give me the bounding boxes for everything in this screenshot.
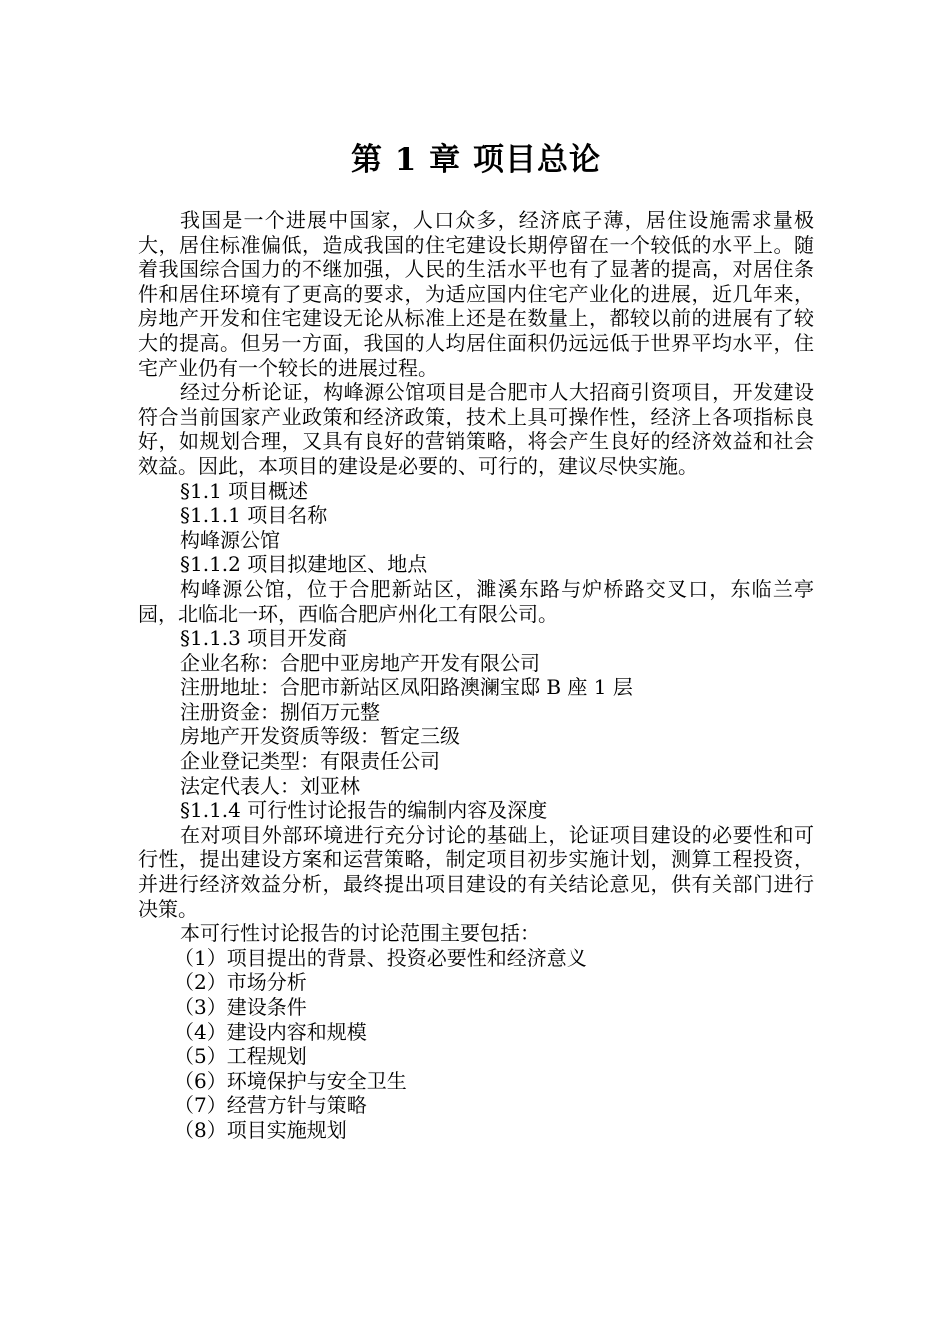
scope-paragraph: 在对项目外部环境进行充分讨论的基础上，论证项目建设的必要性和可行性，提出建设方案和运营策略，制定项目初步实施计划，测算工程投资，并进行经济效益分析，最终提出项目建设的有关结论意见，供有关部门进行决策。: [138, 822, 814, 921]
location-paragraph: 构峰源公馆，位于合肥新站区，濉溪东路与炉桥路交叉口，东临兰亭园，北临北一环，西临合肥庐州化工有限公司。: [138, 576, 814, 626]
document-page: [138, 138, 814, 1143]
section-heading-1-1-2: §1.1.2 项目拟建地区、地点: [180, 552, 428, 577]
list-item: （6）环境保护与安全卫生: [174, 1068, 407, 1093]
developer-representative: 法定代表人：刘亚林: [180, 773, 360, 798]
list-item: （1）项目提出的背景、投资必要性和经济意义: [174, 945, 587, 970]
range-intro: 本可行性讨论报告的讨论范围主要包括：: [180, 921, 540, 946]
list-item: （7）经营方针与策略: [174, 1093, 367, 1118]
chapter-title: 第 1 章 项目总论: [351, 142, 601, 178]
range-list: [138, 946, 814, 1143]
developer-company: 企业名称：合肥中亚房地产开发有限公司: [180, 650, 540, 675]
section-heading-1-1-4: §1.1.4 可行性讨论报告的编制内容及深度: [180, 798, 548, 823]
section-heading-1-1-1: §1.1.1 项目名称: [180, 503, 328, 528]
developer-address: 注册地址：合肥市新站区凤阳路澳澜宝邸 B 座 1 层: [180, 675, 633, 700]
developer-qualification: 房地产开发资质等级：暂定三级: [180, 724, 460, 749]
section-heading-1-1-3: §1.1.3 项目开发商: [180, 626, 348, 651]
list-item: （4）建设内容和规模: [174, 1019, 367, 1044]
list-item: （5）工程规划: [174, 1044, 307, 1069]
intro-paragraph-2: 经过分析论证，构峰源公馆项目是合肥市人大招商引资项目，开发建设符合当前国家产业政策和经济政策，技术上具可操作性，经济上各项指标良好，如规划合理，又具有良好的营销策略，将会产生良好的经济效益和社会效益。因此，本项目的建设是必要的、可行的，建议尽快实施。: [138, 380, 814, 478]
list-item: （8）项目实施规划: [174, 1117, 347, 1142]
developer-capital: 注册资金：捌佰万元整: [180, 699, 380, 724]
section-heading-1-1: §1.1 项目概述: [180, 478, 309, 503]
developer-type: 企业登记类型：有限责任公司: [180, 749, 440, 774]
project-name: 构峰源公馆: [180, 527, 280, 552]
list-item: （2）市场分析: [174, 970, 307, 995]
intro-paragraph-1: 我国是一个进展中国家，人口众多，经济底子薄，居住设施需求量极大，居住标准偏低，造成我国的住宅建设长期停留在一个较低的水平上。随着我国综合国力的不继加强，人民的生活水平也有了显著的提高，对居住条件和居住环境有了更高的要求，为适应国内住宅产业化的进展，近几年来，房地产开发和住宅建设无论从标准上还是在数量上，都较以前的进展有了较大的提高。但另一方面，我国的人均居住面积仍远远低于世界平均水平，住宅产业仍有一个较长的进展过程。: [138, 208, 814, 380]
list-item: （3）建设条件: [174, 995, 307, 1019]
